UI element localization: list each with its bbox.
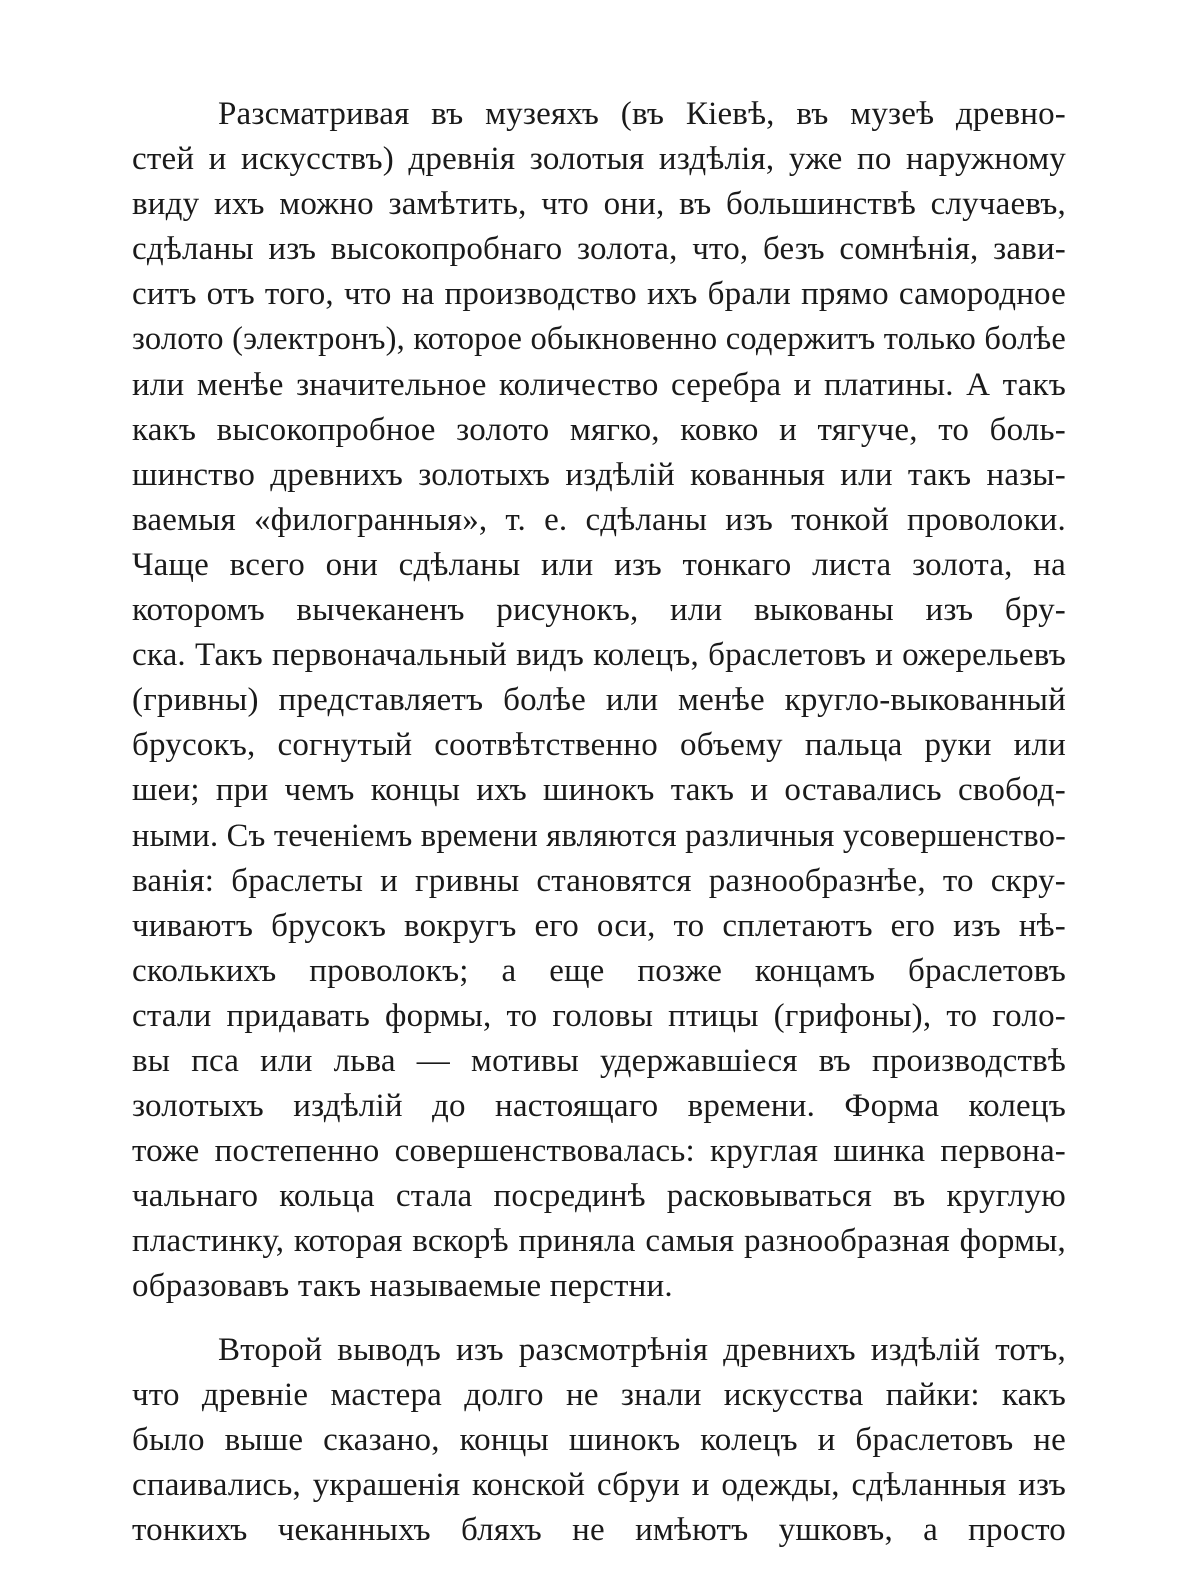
text-line: тонкихъ чеканныхъ бляхъ не имѣютъ ушковъ, а просто xyxy=(132,1511,1066,1548)
text-line: образовавъ такъ называемые перстни. xyxy=(132,1268,673,1305)
text-line: Разсматривая въ музеяхъ (въ Кіевѣ, въ музеѣ древно- xyxy=(218,96,1066,132)
text-line: что древніе мастера долго не знали искусства пайки: какъ xyxy=(132,1376,1066,1413)
text-line: ситъ отъ того, что на производство ихъ брали прямо самородное xyxy=(132,276,1066,313)
text-line: виду ихъ можно замѣтить, что они, въ большинствѣ случаевъ, xyxy=(132,186,1066,223)
text-line: спаивались, украшенія конской сбруи и одежды, сдѣланныя изъ xyxy=(132,1466,1066,1503)
text-line: золото (электронъ), которое обыкновенно содержитъ только болѣе xyxy=(132,321,1066,358)
text-line: ными. Съ теченіемъ времени являются различныя усовершенство- xyxy=(132,817,1067,854)
text-line: (гривны) представляетъ болѣе или менѣе кругло-выкованный xyxy=(132,682,1066,719)
text-line: чальнаго кольца стала посрединѣ расковываться въ круглую xyxy=(132,1178,1066,1215)
text-line: ска. Такъ первоначальный видъ колецъ, браслетовъ и ожерельевъ xyxy=(132,637,1066,674)
paragraph-2 xyxy=(132,1328,1066,1553)
text-line: или менѣе значительное количество серебра и платины. А такъ xyxy=(132,366,1066,403)
text-line: стей и искусствъ) древнія золотыя издѣлія, уже по наружному xyxy=(132,141,1066,178)
text-line: стали придавать формы, то головы птицы (грифоны), то голо- xyxy=(132,997,1066,1034)
text-line: пластинку, которая вскорѣ приняла самыя разнообразная формы, xyxy=(132,1223,1066,1260)
text-line: золотыхъ издѣлій до настоящаго времени. Форма колецъ xyxy=(132,1088,1066,1125)
text-line: брусокъ, согнутый соотвѣтственно объему пальца руки или xyxy=(132,727,1066,764)
text-line: шеи; при чемъ концы ихъ шинокъ такъ и оставались свобод- xyxy=(132,772,1066,809)
text-line: было выше сказано, концы шинокъ колецъ и браслетовъ не xyxy=(132,1421,1066,1458)
text-line: которомъ вычеканенъ рисунокъ, или выкованы изъ бру- xyxy=(132,592,1066,629)
text-line: вы пса или льва — мотивы удержавшіеся въ производствѣ xyxy=(132,1042,1066,1079)
paragraph-gap xyxy=(132,1310,1066,1328)
text-line: сколькихъ проволокъ; а еще позже концамъ браслетовъ xyxy=(132,952,1066,989)
text-line: какъ высокопробное золото мягко, ковко и тягуче, то боль- xyxy=(132,411,1066,448)
text-line: Второй выводъ изъ разсмотрѣнія древнихъ издѣлій тотъ, xyxy=(218,1331,1066,1368)
text-line: чиваютъ брусокъ вокругъ его оси, то сплетаютъ его изъ нѣ- xyxy=(132,907,1066,944)
book-page xyxy=(132,92,1066,1572)
text-line: сдѣланы изъ высокопробнаго золота, что, безъ сомнѣнія, зави- xyxy=(132,231,1066,268)
text-line: шинство древнихъ золотыхъ издѣлій кованныя или такъ назы- xyxy=(132,456,1066,493)
text-line: ванія: браслеты и гривны становятся разнообразнѣе, то скру- xyxy=(132,862,1066,899)
text-line: тоже постепенно совершенствовалась: круглая шинка первона- xyxy=(132,1133,1066,1170)
text-line: Чаще всего они сдѣланы или изъ тонкаго листа золота, на xyxy=(132,546,1066,583)
paragraph-1 xyxy=(132,92,1066,1310)
text-line: ваемыя «филогранныя», т. е. сдѣланы изъ тонкой проволоки. xyxy=(132,501,1066,538)
